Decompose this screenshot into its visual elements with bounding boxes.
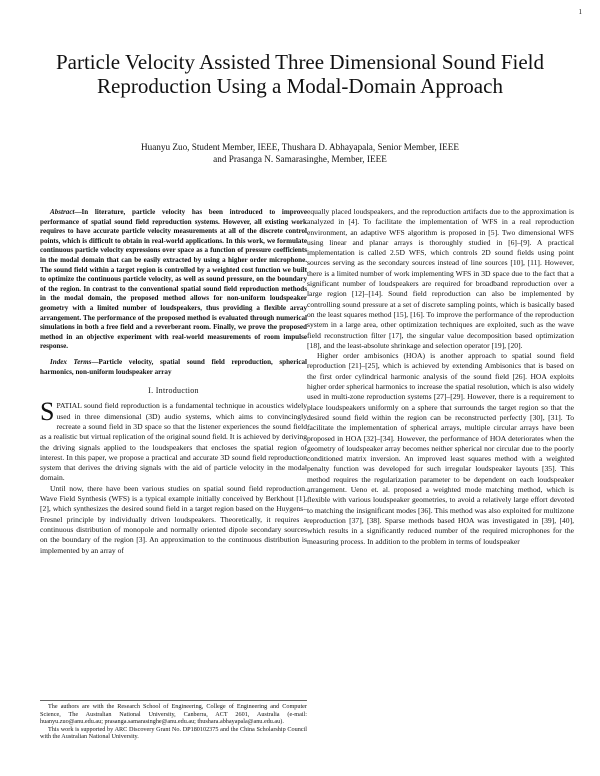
authors-line-2: and Prasanga N. Samarasinghe, Member, IEEE [213,154,387,164]
author-block [40,141,560,165]
page-number: 1 [578,8,582,16]
right-column [307,207,574,547]
abstract-label: Abstract [50,208,75,216]
abstract [40,208,307,352]
abstract-text: —In literature, particle velocity has been introduced to improve performance of spatial sound field reproduction systems. However, all existing work requires to have accurate particle velocity measurements at all of the discrete control points, which is difficult to obtain in real-world applications. In this work, we formulate continuous particle velocity expressions over space as a function of pressure coefficients in the modal domain that can be easily extracted by using a higher order microphone. The sound field within a target region is controlled by a weighted cost function we built to optimize the continuous particle velocity, as well as sound pressure, on the boundary of the region. In contrast to the conventional spatial sound field reproduction methods in the modal domain, the proposed method allows for non-uniform loudspeaker geometry with a limited number of loudspeakers, thus providing a flexible array arrangement. The performance of the proposed method is evaluated through numerical simulations in both a free field and a reverberant room. Finally, we prove the proposed method in an objective experiment with real-world measurements of room impulse response. [40,208,307,351]
index-terms-text: —Particle velocity, spatial sound field reproduction, spherical harmonics, non-uniform loudspeaker array [40,357,307,376]
right-paragraph-2: Higher order ambisonics (HOA) is another approach to spatial sound field reproduction [21]–[25], which is achieved by extending Ambisonics that is based on the first order cylindrical harmonic analysis of the sound field [26]. HOA exploits higher order spherical harmonics to increase the spatial resolution, which is also widely used in multi-zone reproduction systems [27]–[29]. However, there is a requirement to place loudspeakers uniformly on a sphere that surrounds the target region so that the desired sound field within the region can be reconstructed perfectly [30], [31]. To facilitate the implementation of spherical arrays, multiple circular arrays have been proposed in HOA [32]–[34]. However, the performance of HOA deteriorates when the geometry of loudspeaker array becomes neither spherical nor circular due to the poorly conditioned matrix inversion. An improved least squares method with a weighted penalty function was developed for such irregular loudspeaker layouts [35]. This method requires the regularization parameter to be dependent on each loudspeaker arrangement. Ueno et. al. proposed a weighted mode matching method, which is flexible with various loudspeaker geometries, to avoid a relatively large effort devoted to matching the insignificant modes [36]. This method was also exploited for multizone reproduction [37], [38]. Sparse methods based HOA was investigated in [39], [40], which results in a significantly reduced number of the required microphones for the measuring process. In addition to the problem in terms of loudspeaker [307,351,574,546]
drop-cap: S [40,397,55,427]
section-heading: I. Introduction [148,386,199,396]
footnote [40,700,307,741]
intro-paragraph-1 [40,397,307,483]
left-column [40,208,307,556]
paper-title: Particle Velocity Assisted Three Dimensional Sound Field Reproduction Using a Modal-Domain Approach [55,50,544,98]
index-terms [40,358,307,377]
index-terms-label: Index Terms [50,357,92,366]
authors-line-1: Huanyu Zuo, Student Member, IEEE, Thushara D. Abhayapala, Senior Member, IEEE [140,142,460,152]
footnote-affiliation: The authors are with the Research School of Engineering, College of Engineering and Computer Science, The Australian National University, Canberra, ACT 2601, Australia (e-mail: huanyu.zuo@anu.edu.au; prasanga.samarasinghe@anu.edu.au; thushara.abhayapala@anu.edu.au). [40,703,307,726]
right-paragraph-1: equally placed loudspeakers, and the reproduction artifacts due to the approximation is analyzed in [4]. To facilitate the implementation of WFS in a real reproduction environment, an adaptive WFS algorithm is proposed in [5]. Two dimensional WFS using linear and planar arrays is thoroughly studied in [6]–[9]. A practical implementation is called 2.5D WFS, which controls 2D sound fields using point sources serving as the secondary sources instead of line sources [10], [11]. However, there is a limited number of work implementing WFS in 3D space due to the fact that a significant number of loudspeakers are required for broadband reproduction over a large region [12]–[14]. Sound field reproduction can also be implemented by controlling sound pressure at a set of discrete sampling points, which is basically based on the least squares method [15], [16]. To improve the performance of the reproduction system in a large area, other optimization techniques are exploited, such as the wave field reconstruction filter [17], the singular value decomposition based optimization [18], and the least-absolute shrinkage and selection operator [19], [20]. [307,207,574,350]
footnote-funding: This work is supported by ARC Discovery Grant No. DP180102375 and the China Scholarship Council with the Australian National University. [40,725,307,741]
intro-paragraph-2: Until now, there have been various studies on spatial sound field reproduction. Wave Field Synthesis (WFS) is a typical example initially conceived by Berkhout [1], [2], which synthesizes the desired sound field in a target region based on the Huygens–Fresnel principle by individually driven loudspeakers. Theoretically, it requires a continuous distribution of monopole and normally oriented dipole secondary sources on the boundary of the region [3]. An approximation to the continuous distribution is implemented by an array of [40,483,307,555]
intro-paragraph-1-text: PATIAL sound field reproduction is a fundamental technique in acoustics widely used in three dimensional (3D) audio systems, which aims to convincingly recreate a sound field in 3D space so that the listener experiences the sound field as a realistic but virtual replication of the original sound field. It is achieved by deriving the driving signals applied to the loudspeakers that encloses the spatial region of interest. In this paper, we propose a practical and accurate 3D sound field reproduction system that derives the driving signals with the aid of particle velocity in the modal domain. [40,401,307,483]
